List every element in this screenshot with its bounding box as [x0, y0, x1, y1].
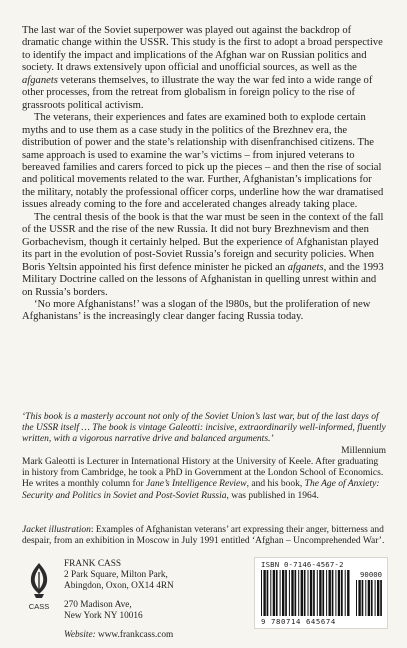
review-source: Millennium — [341, 446, 386, 456]
barcode-stripe — [261, 570, 262, 616]
barcode-stripe — [273, 570, 275, 616]
jacket-label: Jacket illustration — [22, 525, 91, 535]
barcode-stripe — [332, 570, 334, 616]
barcode-stripe — [347, 570, 349, 616]
barcode-stripe — [295, 570, 297, 616]
barcode-stripe — [326, 570, 327, 616]
barcode-stripe — [267, 570, 269, 616]
barcode-stripe — [335, 570, 336, 616]
afganets-term: afganets — [22, 74, 58, 86]
jacket-illustration-note: Jacket illustration: Examples of Afghanistan veterans’ art expressing their anger, bitterness and despair, from an exhibition in Moscow in July 1991 entitled ‘Afghan – Uncomprehended War’. — [22, 525, 385, 547]
barcode-stripe — [298, 570, 299, 616]
barcode-stripe — [365, 580, 366, 616]
barcode-stripe — [375, 580, 376, 616]
barcode-stripe — [322, 570, 324, 616]
blurb-paragraph-3: The central thesis of the book is that the war must be seen in the context of the fall of the USSR and the rise of the new Russia. It did not bury Brezhnevism and then Gorbachevism, though it certainly helped. But the experience of Afghanistan played its part in the evolution of post-Soviet Russia’s foreign and security policies. When Boris Yeltsin appointed his first defence minister he picked an afganets, and the 1993 Military Doctrine called on the lessons of Afghanistan in quelling unrest within and on Russia’s borders. — [22, 211, 384, 298]
price-addon: 90000 — [360, 570, 382, 579]
author-bio: Mark Galeotti is Lecturer in International History at the University of Keele. After graduating in history from Cambridge, he took a PhD in Government at the London School of Economics. He writes a monthly column for Jane’s Intelligence Review, and his book, The Age of Anxiety: Security and Politics in Soviet and Post-Soviet Russia, was published in 1964. — [22, 457, 384, 501]
barcode-stripe — [380, 580, 382, 616]
barcode-stripe — [282, 570, 284, 616]
barcode-stripe — [341, 570, 343, 616]
address-line: Abingdon, Oxon, OX14 4RN — [64, 581, 174, 591]
blurb-paragraph-2: The veterans, their experiences and fates are examined both to explode certain myths and to use them as a case study in the politics of the Brezhnev era, the distribution of power and the state’s relationship with disenfranchised citizens. The same approach is used to examine the war’s victims – from injured veterans to bereaved families and carers forced to pick up the pieces – and then the rise of social and political movements related to the war. Further, Afghanistan’s implications for the military, notably the professional officer corps, underline how the war dramatised issues already coming to the fore and accelerated changes already taking place. — [22, 112, 384, 211]
barcode-stripe — [356, 580, 357, 616]
barcode-stripe — [377, 580, 379, 616]
barcode-bars — [261, 570, 351, 616]
barcode-stripe — [304, 570, 306, 616]
barcode-stripe — [358, 580, 360, 616]
barcode-stripe — [285, 570, 287, 616]
barcode-stripe — [263, 570, 265, 616]
publisher-logo — [24, 560, 54, 612]
barcode-stripe — [289, 570, 290, 616]
barcode-stripe — [368, 580, 370, 616]
barcode-stripe — [301, 570, 303, 616]
publisher-website: Website: www.frankcass.com — [64, 630, 174, 640]
publisher-name: FRANK CASS — [64, 559, 122, 569]
barcode-stripe — [319, 570, 321, 616]
barcode-stripe — [270, 570, 271, 616]
barcode — [254, 557, 388, 629]
barcode-stripe — [338, 570, 340, 616]
publisher-info — [64, 559, 234, 641]
barcode-stripe — [280, 570, 281, 616]
book-title: The Age of Anxiety: Security and Politics in Soviet and Post-Soviet Russia — [22, 479, 380, 501]
barcode-stripe — [308, 570, 309, 616]
addon-bars — [356, 580, 382, 616]
isbn-label: ISBN 0-7146-4567-2 — [261, 560, 344, 569]
barcode-stripe — [310, 570, 312, 616]
logo-text: CASS — [28, 602, 50, 611]
barcode-stripe — [313, 570, 315, 616]
barcode-stripe — [371, 580, 373, 616]
blurb-text — [22, 25, 386, 324]
barcode-digits: 9 780714 645674 — [261, 617, 336, 626]
journal-title: Jane’s Intelligence Review — [146, 479, 247, 490]
address-line: 2 Park Square, Milton Park, — [64, 570, 168, 580]
barcode-stripe — [291, 570, 293, 616]
barcode-stripe — [329, 570, 331, 616]
afganets-term: afganets — [287, 261, 324, 273]
review-quote: ‘This book is a masterly account not only of the Soviet Union’s last war, but of the last days of the USSR itself … The book is vintage Galeotti: incisive, extraordinarily well-informed, fluently written, with a vigorous narrative drive and balanced arguments.’ — [22, 412, 386, 445]
address-line: New York NY 10016 — [64, 611, 143, 621]
barcode-stripe — [345, 570, 346, 616]
barcode-stripe — [317, 570, 318, 616]
barcode-stripe — [276, 570, 278, 616]
address-line: 270 Madison Ave, — [64, 600, 132, 610]
barcode-stripe — [362, 580, 364, 616]
blurb-paragraph-1: The last war of the Soviet superpower was played out against the backdrop of dramatic change within the USSR. This study is the first to adopt a broad perspective to identify the impact and implications of the Afghan war on Russian politics and society. It draws extensively upon official and unofficial sources, as well as the afganets veterans themselves, to illustrate the way the war fed into a wide range of other processes, from the retreat from globalism in foreign policy to the rise of grassroots political activism. — [22, 25, 383, 111]
blurb-paragraph-4: ‘No more Afghanistans!’ was a slogan of the l980s, but the proliferation of new Afghanistans’ is the increasingly clear danger facing Russia today. — [22, 298, 371, 323]
